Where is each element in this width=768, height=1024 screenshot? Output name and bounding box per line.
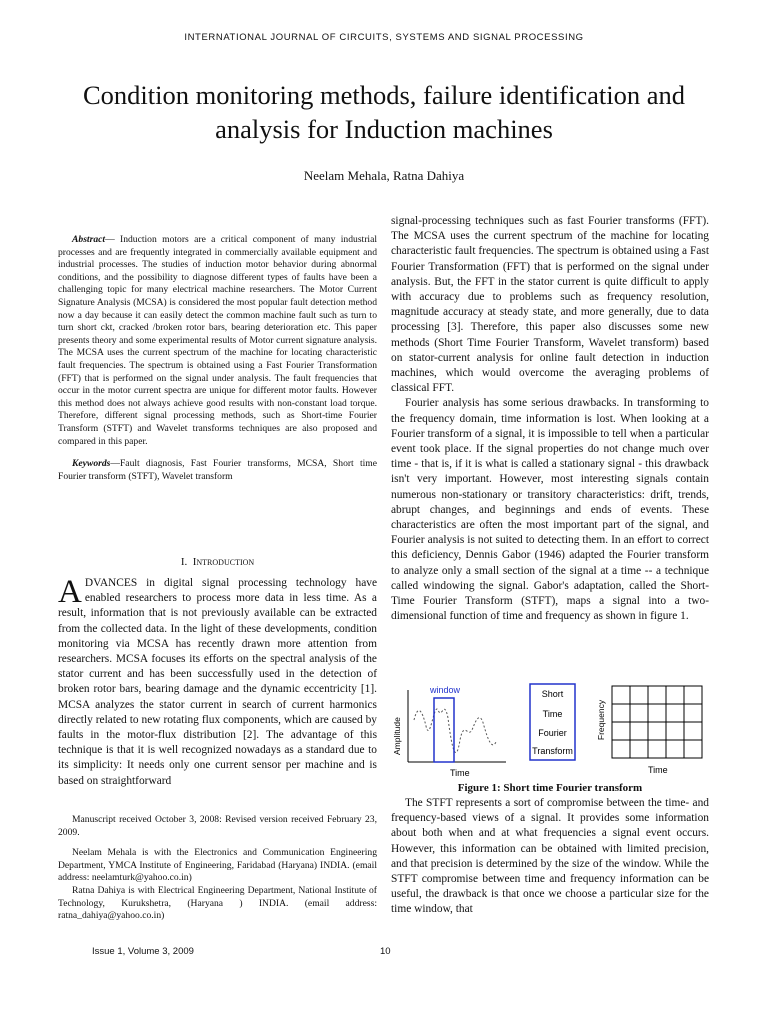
right-paragraph-3: The STFT represents a sort of compromise between the time- and frequency-based views of a signal. It provides some information about both when and at what frequencies a signal event occurs. However, this information can be obtained with limited precision, and that precision is determined by the size of the window. While the STFT compromise between time and frequency information can be useful, the drawback is that once we choose a particular size for the time window, that bbox=[391, 797, 709, 916]
intro-first-word: DVANCES bbox=[84, 577, 138, 589]
amplitude-label: Amplitude bbox=[392, 717, 402, 755]
section-title: Introduction bbox=[192, 556, 255, 568]
paper-title: Condition monitoring methods, failure identification and analysis for Induction machines bbox=[82, 80, 686, 144]
intro-paragraph bbox=[58, 576, 377, 789]
right-column-bottom bbox=[391, 796, 709, 918]
dropcap-letter: A bbox=[58, 574, 82, 610]
keywords-label: Keywords bbox=[72, 458, 111, 470]
footnote-received: Manuscript received October 3, 2008: Revised version received February 23, 2009. bbox=[58, 814, 377, 838]
box-line-3: Fourier bbox=[538, 728, 567, 738]
intro-text: in digital signal processing technology have enabled researchers to process more data in less time. As a result, information that is not previously available can be extracted from the collected data. In the light of these developments, condition monitoring via MCSA has recently drawn more attention from researchers. MCSA focuses its efforts on the spectral analysis of the stator current and has been successfully used in the detection of broken rotor bars, bearing damage and the dynamic eccentricity [1]. MCSA analyzes the stator current in search of current harmonics directly related to new rotating flux components, which are caused by faults in the motor-flux distribution [2]. The advantage of this technique is that it is well recognized nowadays as a standard due to its simplicity: It needs only one current sensor per machine and is based on straightforward bbox=[58, 577, 377, 787]
right-paragraph-2: Fourier analysis has some serious drawbacks. In transforming to the frequency domain, time information is lost. When looking at a Fourier transform of a signal, it is impossible to tell when a particular event took place. If the signal properties do not change much over time - that is, if it is what is called a stationary signal - this drawback isn't very important. However, most interesting signals contain numerous non-stationary or transitory characteristics: drift, trends, abrupt changes, and beginnings and ends of events. These characteristics are often the most important part of the signal, and Fourier analysis is not suited to detecting them. In an effort to correct this deficiency, Dennis Gabor (1946) adapted the Fourier transform to analyze only a small section of the signal at a time -- a technique called windowing the signal. Gabor's adaptation, called the Short-Time Fourier Transform (STFT), maps a signal into a two-dimensional function of time and frequency as shown in figure 1. bbox=[391, 397, 709, 623]
page-number: 10 bbox=[380, 946, 391, 957]
figure-1 bbox=[392, 680, 710, 780]
box-line-1: Short bbox=[541, 689, 564, 699]
right-paragraph-1: signal-processing techniques such as fast Fourier transforms (FFT). The MCSA uses the current spectrum of the machine for locating characteristic fault frequencies. The spectrum is obtained using a Fast Fourier Transformation (FFT) that is performed on the signal under analysis. But, the FFT in the stator current is quite difficult to apply with accuracy due to problems such as frequency resolution, magnitude accuracy at steady state, and more generally, due to data processing [3]. Therefore, this paper also discusses some new methods (Short Time Fourier Transform, Wavelet transform) based on stator-current analysis for online fault detection in induction machines, which would overcome the averaging problems of classical FFT. bbox=[391, 215, 709, 395]
footer-issue: Issue 1, Volume 3, 2009 bbox=[92, 946, 194, 957]
section-numeral: I. bbox=[180, 556, 188, 568]
frequency-label: Frequency bbox=[596, 699, 606, 741]
box-line-2: Time bbox=[542, 709, 563, 719]
footnotes bbox=[58, 814, 377, 923]
abstract-paragraph bbox=[58, 234, 377, 448]
time-label-right: Time bbox=[648, 765, 668, 775]
window-box bbox=[434, 698, 454, 762]
window-label: window bbox=[430, 685, 461, 695]
abstract-text: — Induction motors are a critical component of many industrial processes and are frequently integrated in commercially available equipment and industrial processes. The studies of induction motor behavior during abnormal conditions, and the possibility to diagnose different types of faults have been a challenging topic for many electrical machine researchers. The Motor Current Signature Analysis (MCSA) is considered the most popular fault detection method now a day because it can easily detect the common machine fault such as turn to turn short ckt, cracked /broken rotor bars, bearing deterioration etc. This paper presents theory and some experimental results of Motor current signature analysis. The MCSA uses the current spectrum of the machine for locating characteristic fault frequencies. The spectrum is obtained using a Fast Fourier Transformation (FFT) that is performed on the signal under analysis. The fault frequencies that occur in the motor current spectra are unique for different motor faults. However this method does not always achieve good results with non-constant load torque. Therefore, different signal processing methods, such as Short-time Fourier Transform (STFT) and Wavelet transforms techniques are also proposed and compared in this paper. bbox=[58, 234, 377, 447]
keywords-paragraph bbox=[58, 458, 377, 483]
paper-authors: Neelam Mehala, Ratna Dahiya bbox=[303, 168, 465, 183]
footnote-author1: Neelam Mehala is with the Electronics and Communication Engineering Department, YMCA Institute of Engineering, Faridabad (Haryana) INDIA. (email address: neelamturk@yahoo.co.in) bbox=[58, 847, 377, 884]
box-line-4: Transform bbox=[532, 746, 573, 756]
section-heading bbox=[58, 556, 377, 568]
journal-header: INTERNATIONAL JOURNAL OF CIRCUITS, SYSTEMS AND SIGNAL PROCESSING bbox=[184, 32, 584, 43]
time-label-left: Time bbox=[450, 768, 470, 778]
figure-caption: Figure 1: Short time Fourier transform bbox=[457, 782, 643, 794]
keywords-text: —Fault diagnosis, Fast Fourier transforms, MCSA, Short time Fourier transform (STFT), Wavelet transform bbox=[58, 458, 377, 482]
footnote-author2: Ratna Dahiya is with Electrical Engineering Department, National Institute of Technology, Kurukshetra, (Haryana ) INDIA. (email address: ratna_dahiya@yahoo.co.in) bbox=[58, 884, 377, 922]
signal-curve bbox=[414, 709, 496, 753]
tf-grid bbox=[612, 686, 702, 758]
abstract-block bbox=[58, 234, 377, 483]
right-column-top bbox=[391, 214, 709, 624]
abstract-label: Abstract bbox=[72, 234, 106, 245]
